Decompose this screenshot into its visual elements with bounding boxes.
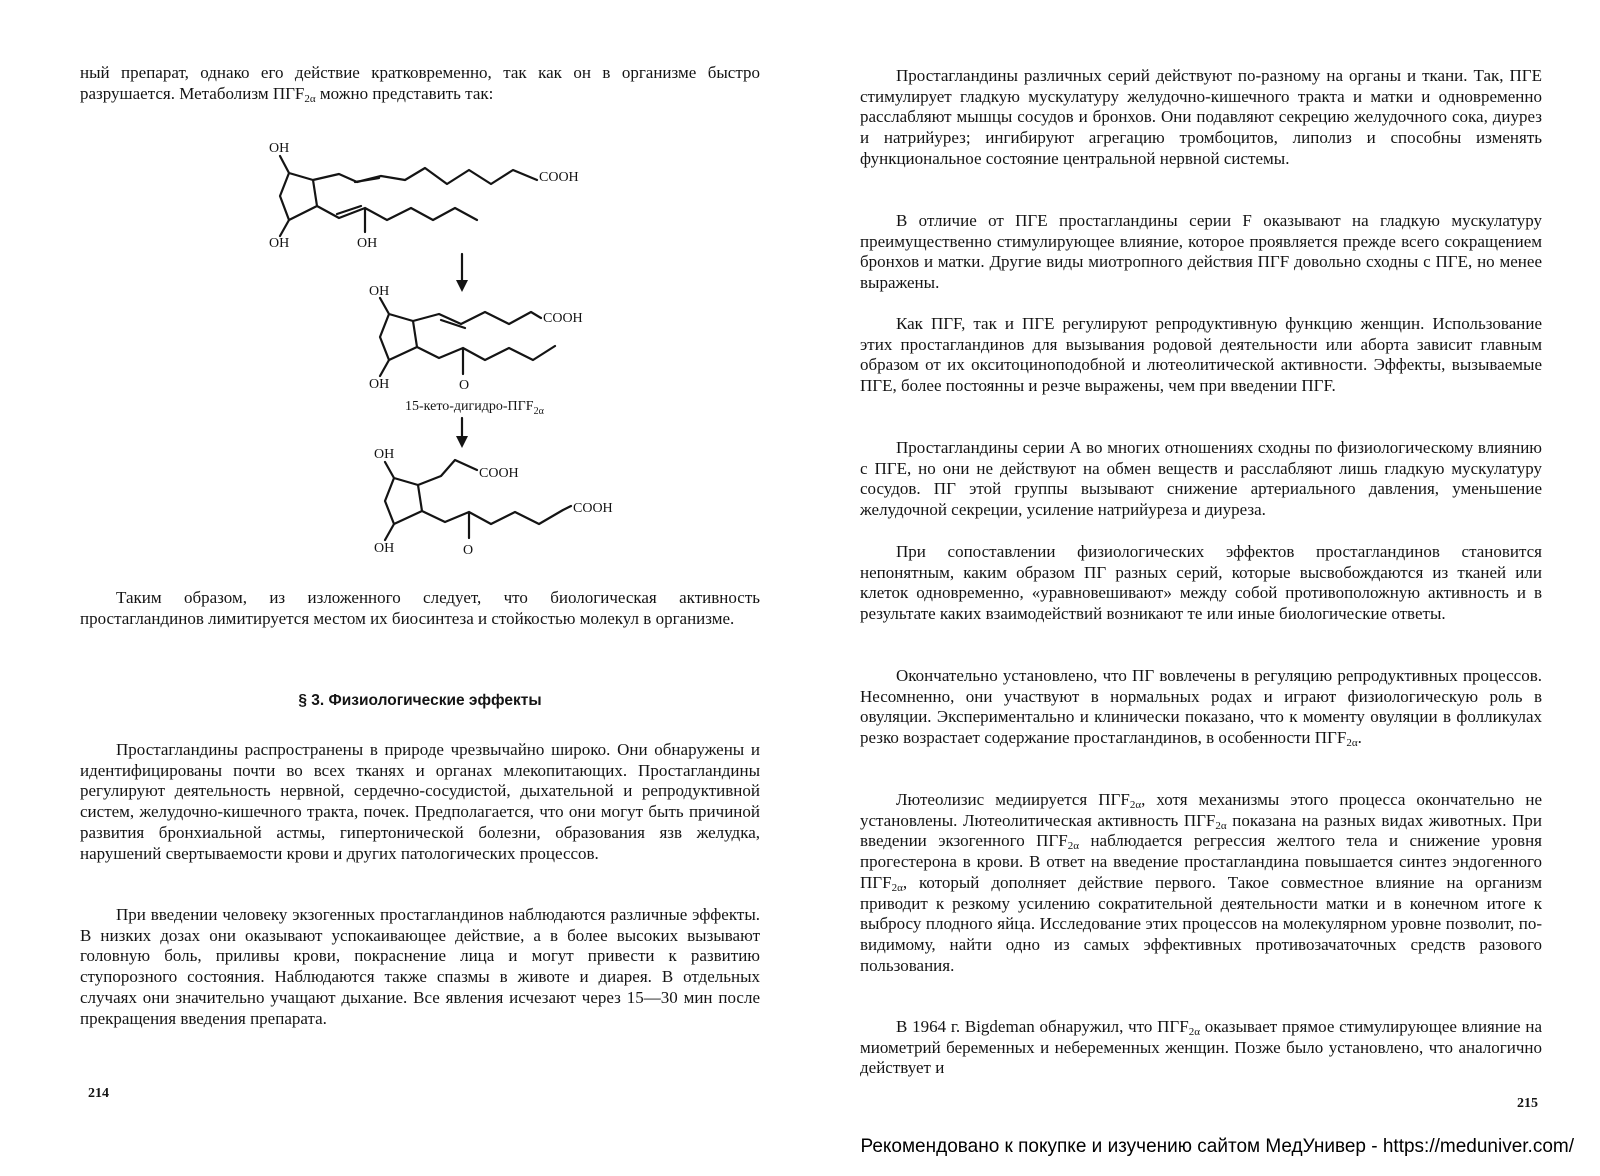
structure-pgf2a [269, 141, 579, 251]
paragraph-luteolysis-text: показана на разных видах животных. При введении экзогенного ПГF [860, 810, 1542, 851]
subscript: 2α [1129, 799, 1142, 811]
carboxyl-label: COOH [543, 311, 583, 326]
paragraph-bigdeman [860, 1017, 1542, 1079]
structure-dicarboxylic [374, 447, 613, 558]
reaction-arrow [456, 418, 468, 448]
subscript: 2α [304, 92, 316, 105]
paragraph-ovulation-text: Окончательно установлено, что ПГ вовлечены в регуляцию репродуктивных процессов. Несомненно, они участвуют в нормальных родах и играют физиологическую роль в овуляции. Экспериментально и клинически показано, что к моменту овуляции в фолликулах резко возрастает содержание простагландинов, в особенности ПГF [860, 666, 1542, 748]
paragraph-luteolysis-text: Лютеолизис медиируется ПГF [896, 790, 1130, 809]
subscript: 2α [1346, 737, 1358, 750]
section-heading: § 3. Физиологические эффекты [298, 692, 542, 709]
subscript: 2α [533, 406, 544, 417]
paragraph-reproductive: Как ПГF, так и ПГЕ регулируют репродуктивную функцию женщин. Использование этих простагландинов для вызывания родовой деятельности или аборта зависит главным образом от их окситоциноподобной и лютеолитической активности. Эффекты, вызываемые ПГЕ, более постоянны и резче выражены, чем при введении ПГF. [860, 314, 1542, 396]
paragraph-distribution: Простагландины распространены в природе чрезвычайно широко. Они обнаружены и идентифицированы почти во всех тканях и органах млекопитающих. Простагландины регулируют деятельность нервной, сердечно-сосудистой, дыхательной и репродуктивной систем, желудочно-кишечного тракта, почек. Предполагается, что они могут быть причиной развития бронхиальной астмы, гипертонической болезни, образования язв желудка, нарушений свертываемости крови и других патологических процессов. [80, 740, 760, 863]
subscript: 2α [1067, 840, 1079, 853]
hydroxyl-label: OH [374, 541, 395, 556]
paragraph-series-f: В отличие от ПГЕ простагландины серии F оказывают на гладкую мускулатуру преимущественно стимулирующее влияние, которое проявляется прежде всего сокращением бронхов и матки. Другие виды миотропного действия ПГF довольно сходны с ПГЕ, но менее выражены. [860, 211, 1542, 293]
carboxyl-label: COOH [479, 466, 519, 481]
paragraph-bigdeman-text: оказывает прямое стимулирующее влияние на миометрий беременных и небеременных женщин. Позже было установлено, что аналогично действует и [860, 1017, 1542, 1078]
paragraph-ovulation [860, 666, 1542, 749]
keto-label: O [463, 543, 474, 558]
carboxyl-label: COOH [539, 170, 579, 185]
metabolite-label-text: 15-кето-дигидро-ПГF [405, 399, 534, 414]
hydroxyl-label: OH [374, 447, 395, 462]
hydroxyl-label: OH [269, 236, 290, 251]
subscript: 2α [891, 881, 903, 894]
paragraph-intro-text-end: можно представить так: [315, 83, 494, 103]
metabolism-scheme [265, 128, 645, 568]
paragraph-luteolysis-text: наблюдается регрессия желтого тела и снижение уровня прогестерона в крови. В ответ на введение простагландина повышается синтез эндогенного ПГF [860, 831, 1542, 892]
paragraph-series-a: Простагландины серии А во многих отношениях сходны по физиологическому влиянию с ПГЕ, но они не действуют на обмен веществ и расслабляют лишь гладкую мускулатуру сосудов. ПГ этой группы вызывают снижение артериального давления, уменьшение желудочной секреции, усиление натрийуреза и диуреза. [860, 438, 1542, 520]
paragraph-luteolysis-text: , который дополняет действие первого. Такое совместное влияние на организм приводит к резкому усилению сократительной деятельности матки и в конечном итоге к выбросу плодного яйца. Исследование этих процессов на молекулярном уровне позволит, по-видимому, найти одно из самых эффективных противозачаточных средств разового пользования. [860, 872, 1542, 975]
paragraph-luteolysis-text: , хотя механизмы этого процесса окончательно не установлены. Лютеолитическая активность ПГF [860, 790, 1543, 830]
footer-recommendation: Рекомендовано к покупке и изучению сайтом МедУнивер - https://meduniver.com/ [860, 1136, 1574, 1157]
hydroxyl-label: OH [369, 377, 390, 392]
subscript: 2α [1215, 819, 1227, 832]
page-number: 215 [1517, 1096, 1538, 1111]
paragraph-ovulation-end: . [1357, 728, 1362, 748]
subscript: 2α [1188, 1026, 1200, 1038]
reaction-arrow [456, 254, 468, 292]
metabolite-label [405, 399, 545, 417]
page-number: 214 [88, 1086, 109, 1101]
paragraph-luteolysis [860, 790, 1542, 976]
hydroxyl-label: OH [357, 236, 378, 251]
hydroxyl-label: OH [269, 141, 290, 156]
paragraph-exogenous: При введении человеку экзогенных простагландинов наблюдаются различные эффекты. В низких дозах они оказывают успокаивающее действие, а в более высоких вызывают головную боль, приливы крови, покраснение лица и могут привести к развитию ступорозного состояния. Наблюдаются также спазмы в животе и диарея. В отдельных случаях они значительно учащают дыхание. Все явления исчезают через 15—30 мин после прекращения введения препарата. [80, 905, 760, 1028]
structure-keto-dihydro [369, 284, 583, 393]
paragraph-bigdeman-text: В 1964 г. Bigdeman обнаружил, что ПГF [896, 1017, 1189, 1036]
keto-label: O [459, 378, 470, 393]
paragraph-series: Простагландины различных серий действуют по-разному на органы и ткани. Так, ПГЕ стимулирует гладкую мускулатуру желудочно-кишечного тракта и матки и одновременно расслабляют мышцы сосудов и бронхов. Они подавляют секрецию желудочного сока, диурез и натрийурез; ингибируют агрегацию тромбоцитов, липолиз и способны изменять функциональное состояние центральной нервной системы. [860, 66, 1542, 168]
paragraph-intro-text: ный препарат, однако его действие кратковременно, так как он в организме быстро разрушается. Метаболизм ПГF [80, 63, 760, 103]
carboxyl-label: COOH [573, 501, 613, 516]
paragraph-intro [80, 63, 760, 104]
paragraph-conclusion: Таким образом, из изложенного следует, что биологическая активность простагландинов лимитируется местом их биосинтеза и стойкостью молекул в организме. [80, 588, 760, 628]
paragraph-comparison: При сопоставлении физиологических эффектов простагландинов становится непонятным, каким образом ПГ разных серий, которые высвобождаются из тканей или клеток одновременно, «уравновешивают» между собой противоположную активность и в результате каких взаимодействий возникают те или иные биологические ответы. [860, 542, 1542, 624]
hydroxyl-label: OH [369, 284, 390, 299]
